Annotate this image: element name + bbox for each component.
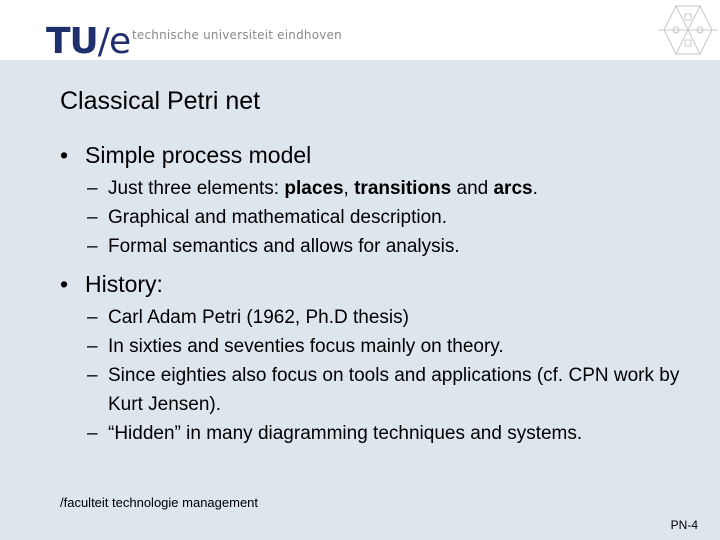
dash-marker: – bbox=[87, 236, 98, 257]
dash-marker: – bbox=[87, 336, 98, 357]
sub-text-part: , bbox=[343, 178, 355, 199]
sub-text: Since eighties also focus on tools and applications (cf. CPN work by Kurt Jensen). bbox=[108, 365, 680, 415]
footer-department: /faculteit technologie management bbox=[60, 495, 259, 510]
sub-text-part: and bbox=[451, 178, 494, 199]
logo-e: e bbox=[108, 21, 131, 62]
university-name: technische universiteit eindhoven bbox=[132, 28, 342, 42]
sub-item-eighties bbox=[60, 361, 700, 419]
slide-title: Classical Petri net bbox=[60, 87, 261, 115]
sub-text-part: Just three elements: bbox=[108, 178, 285, 199]
bullet-history bbox=[60, 269, 700, 299]
bullet-text: Simple process model bbox=[85, 142, 312, 168]
sub-text: Graphical and mathematical description. bbox=[108, 207, 448, 228]
sub-item-semantics bbox=[60, 232, 700, 261]
dash-marker: – bbox=[87, 307, 98, 328]
slide-content bbox=[60, 140, 700, 456]
dash-marker: – bbox=[87, 423, 98, 444]
sub-item-sixties bbox=[60, 332, 700, 361]
sub-text: Carl Adam Petri (1962, Ph.D thesis) bbox=[108, 307, 409, 328]
sub-item-petri bbox=[60, 303, 700, 332]
sub-item-elements bbox=[60, 174, 700, 203]
tue-logo bbox=[46, 22, 130, 62]
term-places: places bbox=[284, 178, 344, 199]
sub-list-simple-process bbox=[60, 174, 700, 261]
term-arcs: arcs bbox=[493, 178, 533, 199]
sub-text: Formal semantics and allows for analysis. bbox=[108, 236, 460, 257]
logo-tu: TU bbox=[46, 21, 98, 62]
decorative-pattern-icon bbox=[656, 0, 720, 60]
dash-marker: – bbox=[87, 365, 98, 386]
dash-marker: – bbox=[87, 178, 98, 199]
sub-item-hidden bbox=[60, 419, 700, 448]
bullet-simple-process-model bbox=[60, 140, 700, 170]
logo-slash: / bbox=[97, 21, 109, 62]
bullet-marker: • bbox=[60, 142, 69, 168]
sub-text-part: . bbox=[532, 178, 538, 199]
bullet-text: History: bbox=[85, 271, 163, 297]
header bbox=[0, 0, 720, 60]
dash-marker: – bbox=[87, 207, 98, 228]
page-number: PN-4 bbox=[670, 518, 698, 532]
sub-text: “Hidden” in many diagramming techniques and systems. bbox=[108, 423, 583, 444]
sub-item-description bbox=[60, 203, 700, 232]
sub-text: In sixties and seventies focus mainly on theory. bbox=[108, 336, 504, 357]
sub-list-history bbox=[60, 303, 700, 448]
term-transitions: transitions bbox=[354, 178, 452, 199]
bullet-marker: • bbox=[60, 271, 69, 297]
